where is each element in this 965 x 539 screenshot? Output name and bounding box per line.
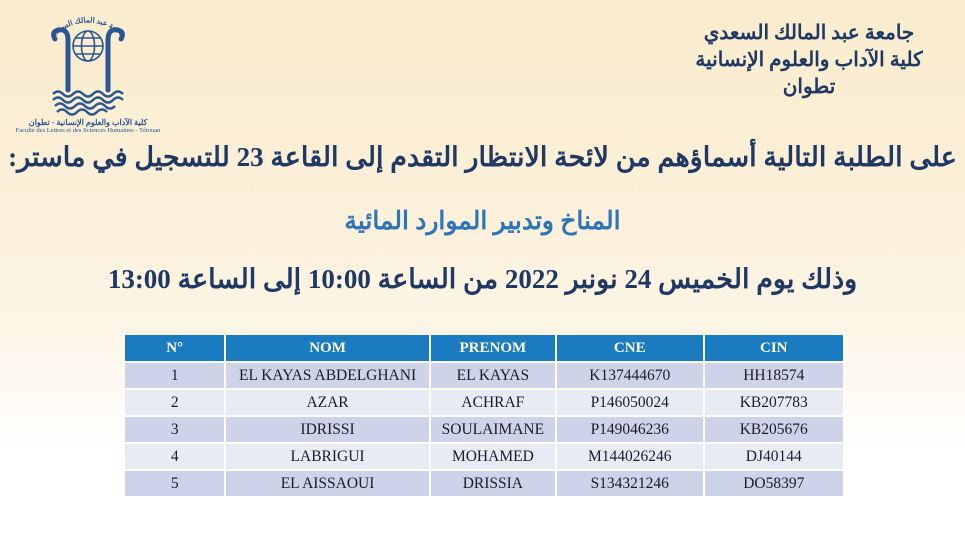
table-cell: AZAR bbox=[226, 390, 428, 415]
table-cell: DJ40144 bbox=[705, 444, 843, 469]
column-header: NOM bbox=[226, 335, 428, 361]
announcement-intro-line: على الطلبة التالية أسماؤهم من لائحة الانتظار التقدم إلى القاعة 23 للتسجيل في ماستر: bbox=[8, 142, 957, 172]
announcement-schedule-line: وذلك يوم الخميس 24 نونبر 2022 من الساعة 10:00 إلى الساعة 13:00 bbox=[107, 264, 858, 294]
table-cell: 3 bbox=[125, 417, 224, 442]
students-table bbox=[123, 333, 845, 498]
letterhead bbox=[669, 20, 949, 101]
table-cell: EL KAYAS bbox=[431, 363, 555, 388]
master-program-name: المناخ وتدبير الموارد المائية bbox=[344, 208, 621, 235]
column-header: N° bbox=[125, 335, 224, 361]
letterhead-faculty: كلية الآداب والعلوم الإنسانية bbox=[695, 49, 923, 71]
column-header: CNE bbox=[557, 335, 703, 361]
letterhead-city: تطوان bbox=[782, 76, 836, 98]
table-row bbox=[125, 471, 843, 496]
table-row bbox=[125, 363, 843, 388]
table-cell: P146050024 bbox=[557, 390, 703, 415]
logo-caption-arabic: كلية الآداب والعلوم الإنسانية - تطوان bbox=[28, 118, 148, 127]
svg-text:جامعة عبد المالك السعدي: جامعة عبد المالك السعدي bbox=[47, 15, 129, 40]
table-row bbox=[125, 417, 843, 442]
faculty-emblem-icon bbox=[13, 6, 163, 118]
table-cell: 4 bbox=[125, 444, 224, 469]
table-cell: DO58397 bbox=[705, 471, 843, 496]
table-cell: DRISSIA bbox=[431, 471, 555, 496]
table-cell: 1 bbox=[125, 363, 224, 388]
table-row bbox=[125, 444, 843, 469]
table-row bbox=[125, 390, 843, 415]
table-cell: IDRISSI bbox=[226, 417, 428, 442]
column-header: CIN bbox=[705, 335, 843, 361]
table-cell: KB207783 bbox=[705, 390, 843, 415]
table-header-row bbox=[125, 335, 843, 361]
logo-caption-french: Faculté des Lettres et des Sciences Humaines - Tétouan bbox=[15, 127, 161, 134]
table-cell: SOULAIMANE bbox=[431, 417, 555, 442]
table-cell: LABRIGUI bbox=[226, 444, 428, 469]
table-cell: HH18574 bbox=[705, 363, 843, 388]
column-header: PRENOM bbox=[431, 335, 555, 361]
table-cell: P149046236 bbox=[557, 417, 703, 442]
table-cell: 5 bbox=[125, 471, 224, 496]
table-cell: ACHRAF bbox=[431, 390, 555, 415]
faculty-logo bbox=[8, 6, 168, 135]
table-cell: M144026246 bbox=[557, 444, 703, 469]
letterhead-university: جامعة عبد المالك السعدي bbox=[703, 22, 915, 44]
table-cell: EL AISSAOUI bbox=[226, 471, 428, 496]
table-cell: S134321246 bbox=[557, 471, 703, 496]
table-cell: MOHAMED bbox=[431, 444, 555, 469]
table-cell: KB205676 bbox=[705, 417, 843, 442]
table-cell: 2 bbox=[125, 390, 224, 415]
table-cell: EL KAYAS ABDELGHANI bbox=[226, 363, 428, 388]
table-cell: K137444670 bbox=[557, 363, 703, 388]
